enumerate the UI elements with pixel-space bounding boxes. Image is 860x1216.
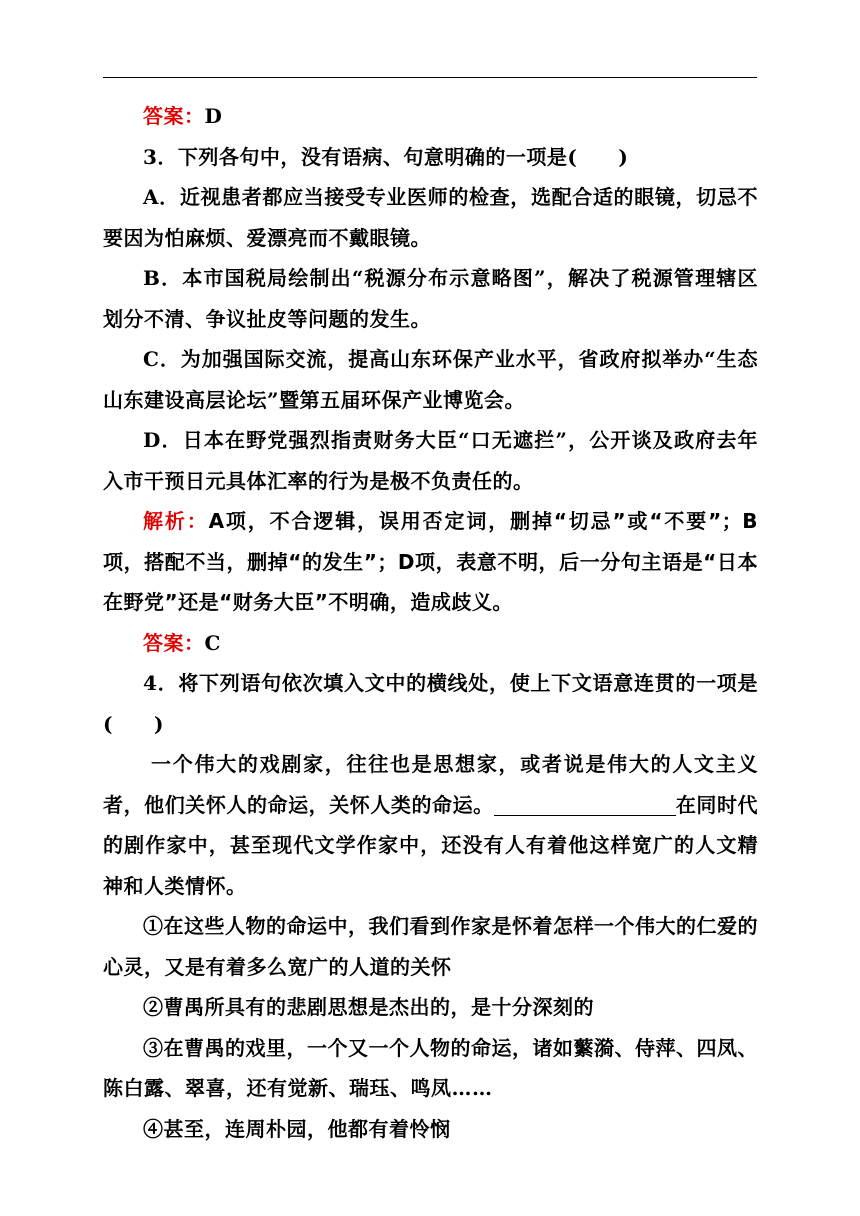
passage-after: 在同时代的剧作家中，甚至现代文学作家中，还没有人有着他这样宽广的人文精神和人类情怀。 (103, 792, 759, 898)
question-3-stem: 3．下列各句中，没有语病、句意明确的一项是( ) (143, 144, 629, 169)
question-4-passage (103, 744, 758, 906)
answer-label: 答案： (143, 104, 205, 128)
question-3-option-b: B．本市国税局绘制出“税源分布示意略图”，解决了税源管理辖区划分不清、争议扯皮等问题的发生。 (103, 266, 758, 331)
answer-line (103, 623, 758, 664)
answer-value: C (204, 630, 221, 655)
question-4-item-4: ④甚至，连周朴园，他都有着怜悯 (143, 1116, 451, 1141)
question-4-stem: 4．将下列语句依次填入文中的横线处，使上下文语意连贯的一项是( ) (103, 671, 758, 736)
question-4-item-3: ③在曹禺的戏里，一个又一个人物的命运，诸如蘩漪、侍萍、四凤、陈白露、翠喜，还有觉新、瑞珏、鸣凤…… (103, 1035, 758, 1100)
question-3-option-d: D．日本在野党强烈指责财务大臣“口无遮拦”，公开谈及政府去年入市干预日元具体汇率的行为是极不负责任的。 (103, 428, 758, 493)
question-3-option-c: C．为加强国际交流，提高山东环保产业水平，省政府拟举办“生态山东建设高层论坛”暨第五届环保产业博览会。 (103, 347, 758, 412)
analysis-label: 解析： (143, 509, 209, 533)
passage-before: 一个伟大的戏剧家，往往也是思想家，或者说是伟大的人文主义者，他们关怀人的命运，关怀人类的命运。 (103, 752, 758, 817)
answer-line (103, 96, 758, 137)
answer-value: D (204, 104, 223, 128)
question-3-analysis (103, 501, 758, 623)
analysis-text: A项，不合逻辑，误用否定词，删掉“切忌”或“不要”；B项，搭配不当，删掉“的发生”；D项，表意不明，后一分句主语是“日本在野党”还是“财务大臣”不明确，造成歧义。 (103, 509, 758, 614)
question-3-option-a: A．近视患者都应当接受专业医师的检查，选配合适的眼镜，切忌不要因为怕麻烦、爱漂亮而不戴眼镜。 (103, 185, 758, 250)
document-body (103, 96, 758, 1149)
question-4-item-2: ②曹禺所具有的悲剧思想是杰出的，是十分深刻的 (143, 995, 594, 1019)
fill-blank (494, 791, 676, 816)
question-4-item-1: ①在这些人物的命运中，我们看到作家是怀着怎样一个伟大的仁爱的心灵，又是有着多么宽广的人道的关怀 (103, 914, 758, 979)
header-rule (103, 77, 757, 78)
answer-label: 答案： (143, 630, 205, 655)
